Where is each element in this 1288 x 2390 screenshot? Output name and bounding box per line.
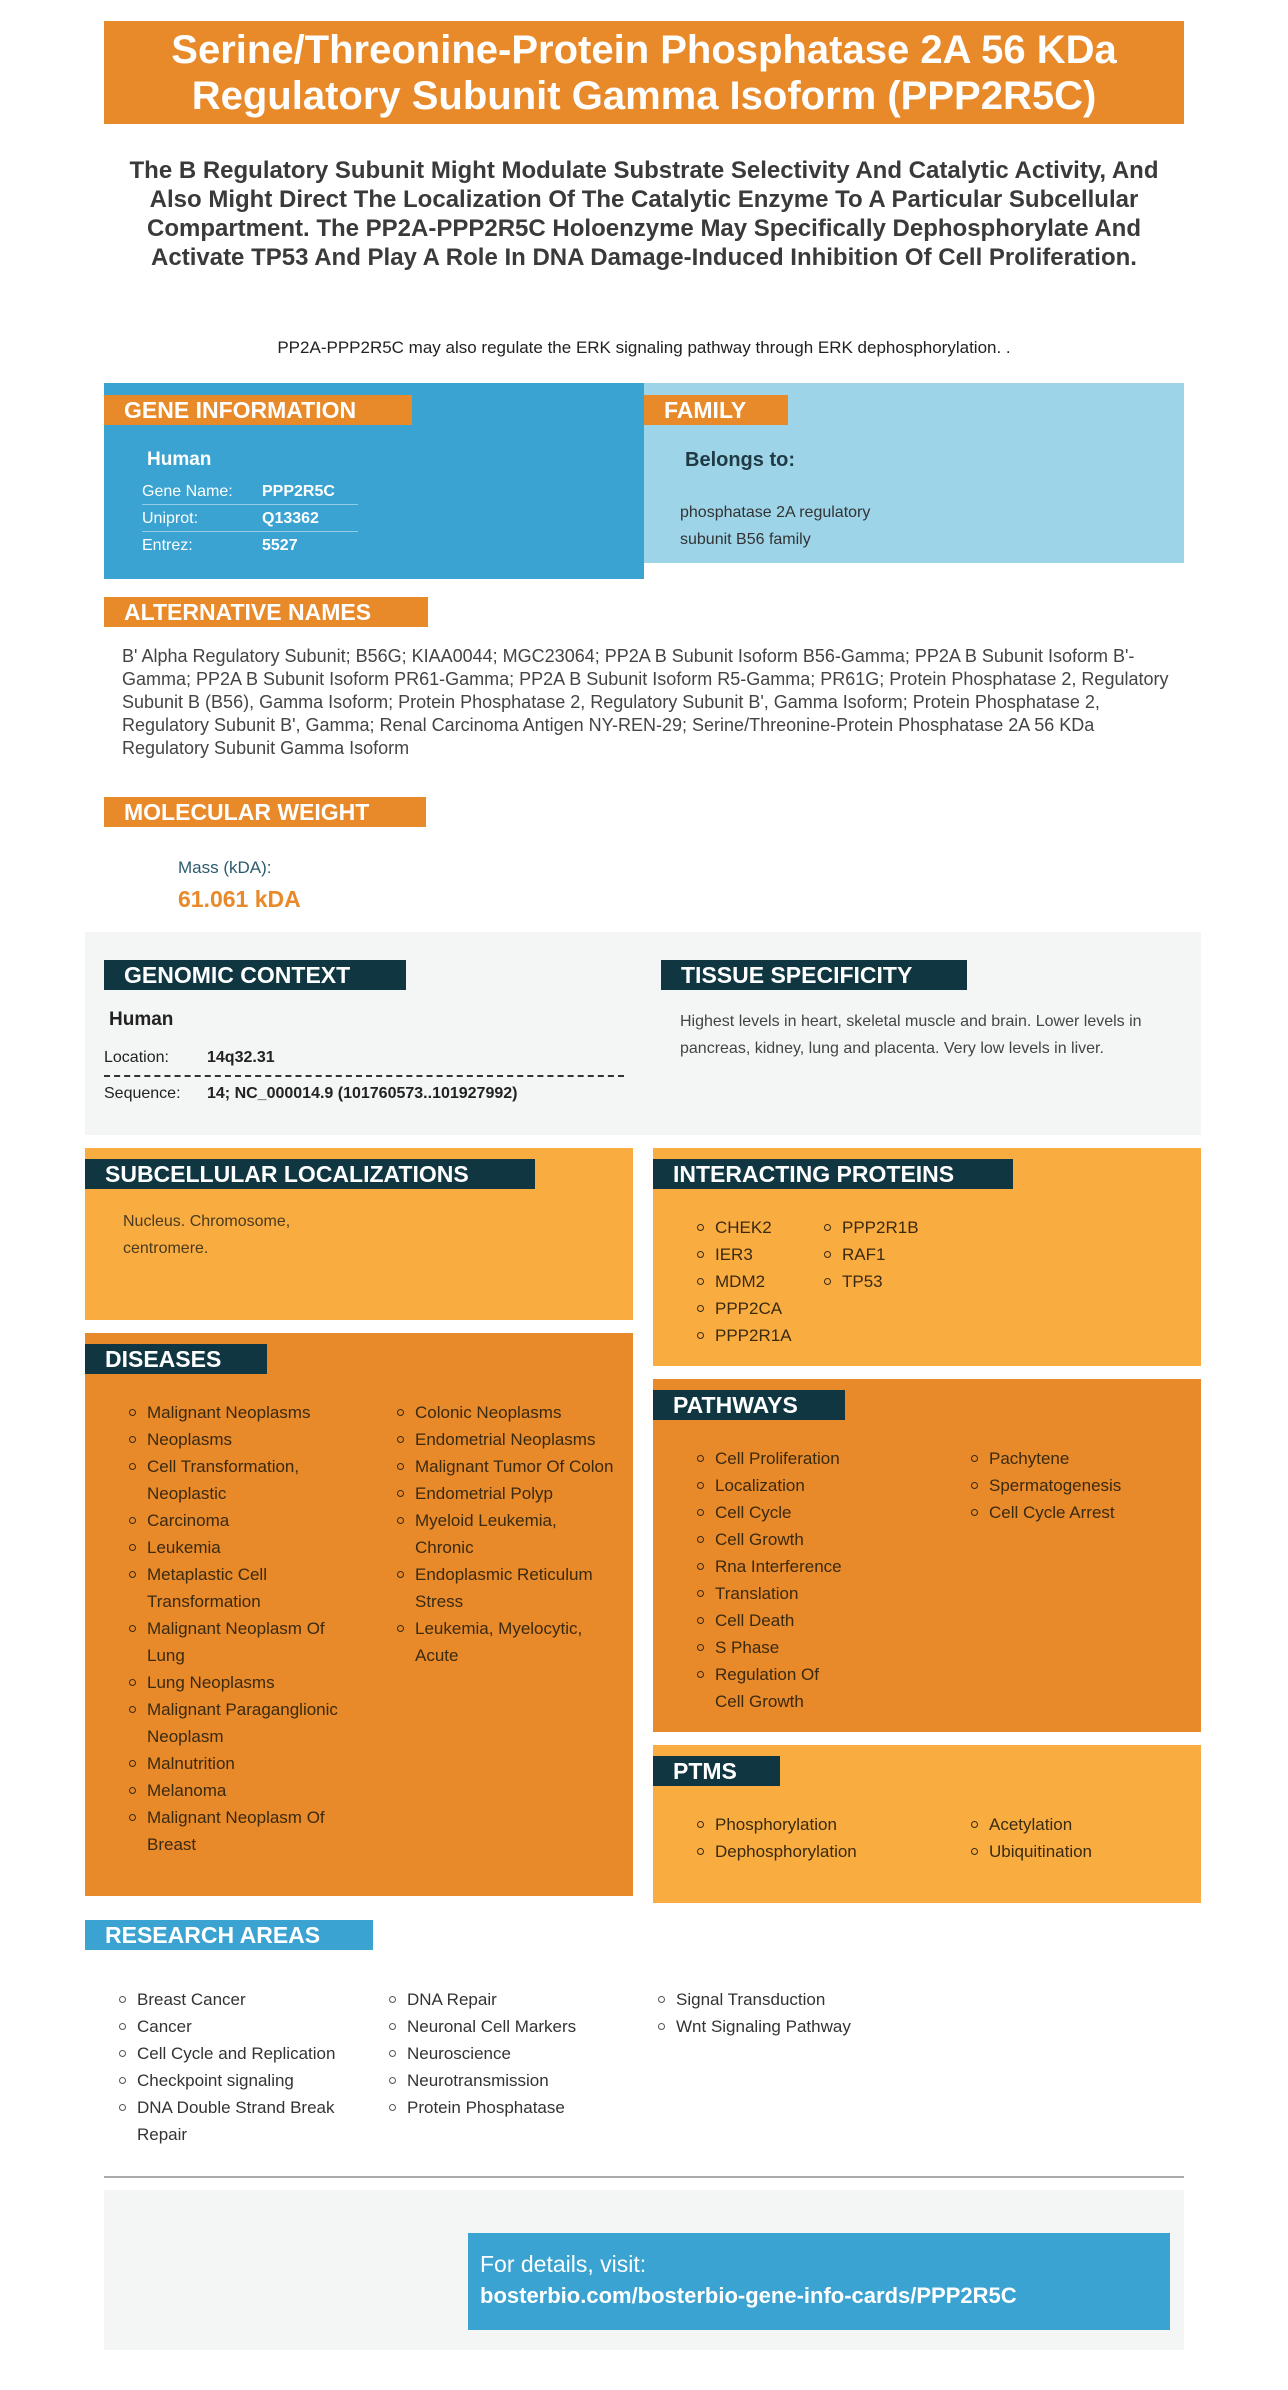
list-item: MDM2 bbox=[691, 1268, 811, 1295]
sequence-row bbox=[104, 1085, 624, 1103]
uniprot-label: Uniprot: bbox=[142, 510, 199, 527]
interacting-proteins-heading: INTERACTING PROTEINS bbox=[653, 1159, 1013, 1189]
ptms-panel bbox=[653, 1745, 1201, 1903]
research-areas-list-3 bbox=[652, 1986, 892, 2040]
research-areas-list-2 bbox=[383, 1986, 623, 2121]
list-item: Malignant Neoplasm Of Lung bbox=[123, 1615, 363, 1669]
list-item: DNA Double Strand Break Repair bbox=[113, 2094, 358, 2148]
gene-name-label: Gene Name: bbox=[142, 483, 233, 500]
list-item: Malignant Paraganglionic Neoplasm bbox=[123, 1696, 363, 1750]
list-item: Leukemia bbox=[123, 1534, 363, 1561]
interacting-proteins-panel bbox=[653, 1148, 1201, 1366]
list-item: Metaplastic Cell Transformation bbox=[123, 1561, 363, 1615]
list-item: Malignant Tumor Of Colon bbox=[391, 1453, 616, 1480]
diseases-list-1 bbox=[123, 1399, 363, 1858]
list-item: Localization bbox=[691, 1472, 851, 1499]
ptms-heading: PTMS bbox=[653, 1756, 780, 1786]
subcellular-panel bbox=[85, 1148, 633, 1320]
pathways-list-1 bbox=[691, 1445, 851, 1715]
list-item: Endoplasmic Reticulum Stress bbox=[391, 1561, 616, 1615]
list-item: Breast Cancer bbox=[113, 1986, 358, 2013]
location-label: Location: bbox=[104, 1049, 169, 1066]
subcellular-line-1: Nucleus. Chromosome, bbox=[123, 1213, 291, 1230]
list-item: Neoplasms bbox=[123, 1426, 363, 1453]
family-panel bbox=[644, 383, 1184, 563]
list-item: Cell Cycle and Replication bbox=[113, 2040, 358, 2067]
list-item: Neuroscience bbox=[383, 2040, 623, 2067]
list-item: Malignant Neoplasms bbox=[123, 1399, 363, 1426]
list-item: Rna Interference bbox=[691, 1553, 851, 1580]
list-item: Cell Cycle bbox=[691, 1499, 851, 1526]
subcellular-heading: SUBCELLULAR LOCALIZATIONS bbox=[85, 1159, 535, 1189]
list-item: Ubiquitination bbox=[965, 1838, 1165, 1865]
pathways-list-2 bbox=[965, 1445, 1165, 1526]
tissue-specificity-heading: TISSUE SPECIFICITY bbox=[661, 960, 967, 990]
location-row bbox=[104, 1049, 624, 1077]
list-item: Carcinoma bbox=[123, 1507, 363, 1534]
list-item: Colonic Neoplasms bbox=[391, 1399, 616, 1426]
diseases-list-2 bbox=[391, 1399, 616, 1669]
list-item: Regulation Of Cell Growth bbox=[691, 1661, 851, 1715]
subcellular-text bbox=[123, 1208, 290, 1262]
tissue-specificity-text: Highest levels in heart, skeletal muscle and brain. Lower levels in pancreas, kidney, lung and placenta. Very low levels in liver. bbox=[680, 1013, 1142, 1057]
family-heading: FAMILY bbox=[644, 395, 788, 425]
list-item: Cell Growth bbox=[691, 1526, 851, 1553]
list-item: DNA Repair bbox=[383, 1986, 623, 2013]
visit-link-box[interactable] bbox=[468, 2233, 1170, 2330]
molecular-weight-heading: MOLECULAR WEIGHT bbox=[104, 797, 426, 827]
family-line-1: phosphatase 2A regulatory bbox=[680, 504, 871, 521]
entrez-row bbox=[142, 532, 358, 559]
family-line-2: subunit B56 family bbox=[680, 531, 811, 548]
pathways-panel bbox=[653, 1379, 1201, 1732]
function-summary: The B Regulatory Subunit Might Modulate Substrate Selectivity And Catalytic Activity, And Also Might Direct The Localization Of The Catalytic Enzyme To A Particular Subcellular Compartment. The PP2A-PPP2R5C Holoenzyme May Specifically Dephosphorylate And Activate TP53 And Play A Role In DNA Damage-Induced Inhibition Of Cell Proliferation. bbox=[129, 157, 1159, 271]
list-item: Checkpoint signaling bbox=[113, 2067, 358, 2094]
list-item: RAF1 bbox=[818, 1241, 958, 1268]
list-item: PPP2R1B bbox=[818, 1214, 958, 1241]
gene-name-row bbox=[142, 478, 358, 505]
genomic-species: Human bbox=[109, 1009, 174, 1030]
belongs-to-label: Belongs to: bbox=[685, 449, 795, 471]
title-banner bbox=[104, 21, 1184, 124]
visit-url-link[interactable]: bosterbio.com/bosterbio-gene-info-cards/PPP2R5C bbox=[480, 2283, 1017, 2308]
list-item: S Phase bbox=[691, 1634, 851, 1661]
list-item: Cell Transformation, Neoplastic bbox=[123, 1453, 363, 1507]
ptms-list-2 bbox=[965, 1811, 1165, 1865]
ptms-list-1 bbox=[691, 1811, 911, 1865]
list-item: PPP2R1A bbox=[691, 1322, 811, 1349]
list-item: Acetylation bbox=[965, 1811, 1165, 1838]
uniprot-value: Q13362 bbox=[262, 510, 319, 527]
list-item: Wnt Signaling Pathway bbox=[652, 2013, 892, 2040]
visit-label: For details, visit: bbox=[480, 2251, 647, 2277]
mass-value: 61.061 kDA bbox=[178, 886, 301, 912]
list-item: Endometrial Polyp bbox=[391, 1480, 616, 1507]
alternative-names-text: B' Alpha Regulatory Subunit; B56G; KIAA0044; MGC23064; PP2A B Subunit Isoform B56-Gamma; PP2A B Subunit Isoform B'-Gamma; PP2A B Subunit Isoform PR61-Gamma; PP2A B Subunit Isoform R5-Gamma; PR61G; Protein Phosphatase 2, Regulatory Subunit B (B56), Gamma Isoform; Protein Phosphatase 2, Regulatory Subunit B', Gamma Isoform; Protein Phosphatase 2, Regulatory Subunit B', Gamma; Renal Carcinoma Antigen NY-REN-29; Serine/Threonine-Protein Phosphatase 2A 56 KDa Regulatory Subunit Gamma Isoform bbox=[122, 646, 1169, 758]
list-item: Myeloid Leukemia, Chronic bbox=[391, 1507, 616, 1561]
sequence-value: 14; NC_000014.9 (101760573..101927992) bbox=[207, 1085, 518, 1102]
diseases-panel bbox=[85, 1333, 633, 1896]
diseases-heading: DISEASES bbox=[85, 1344, 267, 1374]
list-item: Cell Death bbox=[691, 1607, 851, 1634]
list-item: Endometrial Neoplasms bbox=[391, 1426, 616, 1453]
footer-divider bbox=[104, 2176, 1184, 2178]
list-item: Malignant Neoplasm Of Breast bbox=[123, 1804, 363, 1858]
location-value: 14q32.31 bbox=[207, 1049, 275, 1066]
list-item: Neurotransmission bbox=[383, 2067, 623, 2094]
list-item: Cell Cycle Arrest bbox=[965, 1499, 1165, 1526]
list-item: Translation bbox=[691, 1580, 851, 1607]
list-item: Leukemia, Myelocytic, Acute bbox=[391, 1615, 616, 1669]
summary-text: PP2A-PPP2R5C may also regulate the ERK signaling pathway through ERK dephosphorylation. . bbox=[277, 338, 1011, 357]
list-item: CHEK2 bbox=[691, 1214, 811, 1241]
list-item: Phosphorylation bbox=[691, 1811, 911, 1838]
gene-information-panel bbox=[104, 383, 644, 579]
subcellular-line-2: centromere. bbox=[123, 1240, 209, 1257]
list-item: Lung Neoplasms bbox=[123, 1669, 363, 1696]
list-item: IER3 bbox=[691, 1241, 811, 1268]
sequence-label: Sequence: bbox=[104, 1085, 181, 1102]
entrez-label: Entrez: bbox=[142, 537, 193, 554]
list-item: Neuronal Cell Markers bbox=[383, 2013, 623, 2040]
gene-species: Human bbox=[147, 449, 212, 470]
list-item: TP53 bbox=[818, 1268, 958, 1295]
interacting-proteins-list-1 bbox=[691, 1214, 811, 1349]
list-item: PPP2CA bbox=[691, 1295, 811, 1322]
mass-label: Mass (kDA): bbox=[178, 858, 272, 877]
research-areas-list-1 bbox=[113, 1986, 358, 2148]
genomic-context-heading: GENOMIC CONTEXT bbox=[104, 960, 406, 990]
list-item: Signal Transduction bbox=[652, 1986, 892, 2013]
list-item: Pachytene bbox=[965, 1445, 1165, 1472]
entrez-value: 5527 bbox=[262, 537, 298, 554]
list-item: Cell Proliferation bbox=[691, 1445, 851, 1472]
gene-name-value: PPP2R5C bbox=[262, 483, 335, 500]
list-item: Melanoma bbox=[123, 1777, 363, 1804]
interacting-proteins-list-2 bbox=[818, 1214, 958, 1295]
list-item: Dephosphorylation bbox=[691, 1838, 911, 1865]
uniprot-row bbox=[142, 505, 358, 532]
list-item: Cancer bbox=[113, 2013, 358, 2040]
pathways-heading: PATHWAYS bbox=[653, 1390, 845, 1420]
list-item: Spermatogenesis bbox=[965, 1472, 1165, 1499]
family-text bbox=[680, 499, 870, 553]
list-item: Protein Phosphatase bbox=[383, 2094, 623, 2121]
gene-information-heading: GENE INFORMATION bbox=[104, 395, 412, 425]
list-item: Malnutrition bbox=[123, 1750, 363, 1777]
research-areas-heading: RESEARCH AREAS bbox=[85, 1920, 373, 1950]
page-title: Serine/Threonine-Protein Phosphatase 2A 56 KDa Regulatory Subunit Gamma Isoform (PPP2R5C) bbox=[171, 27, 1117, 118]
alternative-names-heading: ALTERNATIVE NAMES bbox=[104, 597, 428, 627]
